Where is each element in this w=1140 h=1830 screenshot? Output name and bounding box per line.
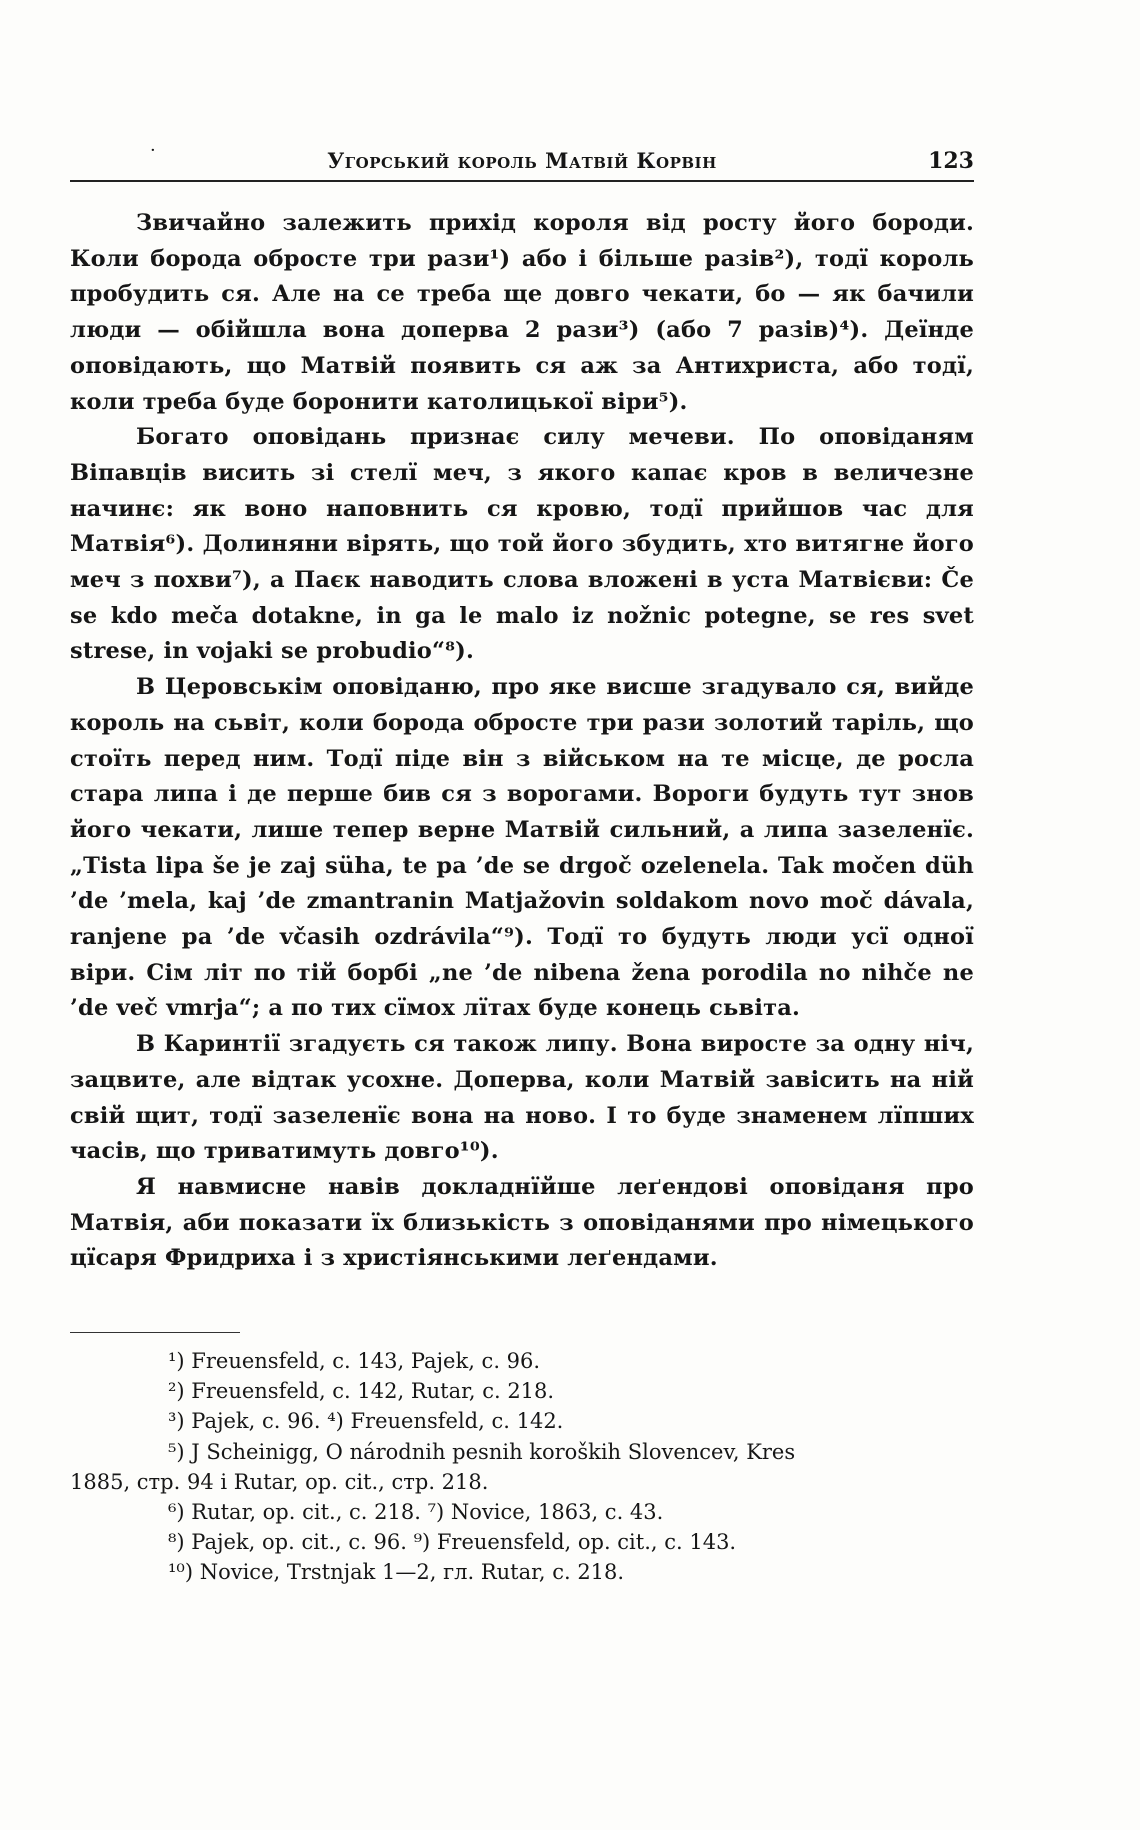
footnote: ⁸) Pajek, op. cit., c. 96. ⁹) Freuensfeld, op. cit., c. 143. xyxy=(168,1530,737,1555)
footnotes xyxy=(70,1346,974,1588)
footnote: ³) Pajek, c. 96. ⁴) Freuensfeld, c. 142. xyxy=(168,1409,564,1434)
paragraph: В Каринтії згадуєть ся також липу. Вона виросте за одну ніч, зацвите, але відтак усохне. Доперва, коли Матвій завісить на ній свій щит, тодї зазеленїє вона на ново. І то буде знаменем лїпших часів, що триватимуть довго¹⁰). xyxy=(70,1031,974,1165)
footnote: ²) Freuensfeld, c. 142, Rutar, c. 218. xyxy=(168,1379,555,1404)
footnote: ⁶) Rutar, op. cit., c. 218. ⁷) Novice, 1863, c. 43. xyxy=(168,1500,664,1525)
footnote-separator xyxy=(70,1332,240,1333)
footnote: ⁵) J Scheinigg, O národnih pesnih koroških Slovencev, Kres xyxy=(168,1439,796,1464)
page-number: 123 xyxy=(928,148,974,174)
header-mark: · xyxy=(150,140,156,161)
footnote-continuation: 1885, стр. 94 і Rutar, op. cit., стр. 218. xyxy=(70,1469,489,1494)
paragraph: В Церовськім оповіданю, про яке висше згадувало ся, вийде король на сьвіт, коли борода обросте три рази золотий таріль, що стоїть перед ним. Тодї піде він з військом на те місце, де росла стара липа і де перше бив ся з ворогами. Вороги будуть тут знов його чекати, лише тепер верне Матвій сильний, а липа зазеленїє. „Tista lipa še je zaj süha, te pa ’de se drgoč ozelenela. Tak močen düh ’de ’mela, kaj ’de zmantranin Matjažovin soldakom novo moč dávala, ranjene pa ’de včasih ozdrávila“⁹). Тодї то будуть люди усї одної віри. Сім літ по тій борбі „ne ’de nibena žena porodila no nihče ne ’de več vmrja“; а по тих сїмох лїтах буде конець сьвіта. xyxy=(70,674,974,1022)
footnote: ¹) Freuensfeld, c. 143, Pajek, c. 96. xyxy=(168,1349,541,1373)
paragraph: Звичайно залежить прихід короля від росту його бороди. Коли борода обросте три рази¹) або і більше разів²), тодї король пробудить ся. Але на се треба ще довго чекати, бо — як бачили люди — обійшла вона доперва 2 рази³) (або 7 разів)⁴). Деїнде оповідають, що Матвій появить ся аж за Антихриста, або тодї, коли треба буде боронити католицької віри⁵). xyxy=(70,210,974,415)
body-text xyxy=(70,206,974,1277)
running-header xyxy=(70,140,974,182)
footnote: ¹⁰) Novice, Trstnjak 1—2, гл. Rutar, c. 218. xyxy=(168,1560,625,1585)
paragraph: Я навмисне навів докладнїйше леґендові оповіданя про Матвія, аби показати їх близькість з оповіданями про німецького цїсаря Фридриха і з христіянськими леґендами. xyxy=(70,1173,974,1272)
running-title: Угорський король Матвій Корвін xyxy=(327,148,717,173)
paragraph: Богато оповідань признає силу мечеви. По оповіданям Віпавців висить зі стелї меч, з якого капає кров в величезне начинє: як воно наповнить ся кровю, тодї прийшов час для Матвія⁶). Долиняни вірять, що той його збудить, хто витягне його меч з похви⁷), а Паєк наводить слова вложені в уста Матвієви: Če se kdo meča dotakne, in ga le malo iz nožnic potegne, se res svet strese, in vojaki se probudio“⁸). xyxy=(70,424,974,665)
